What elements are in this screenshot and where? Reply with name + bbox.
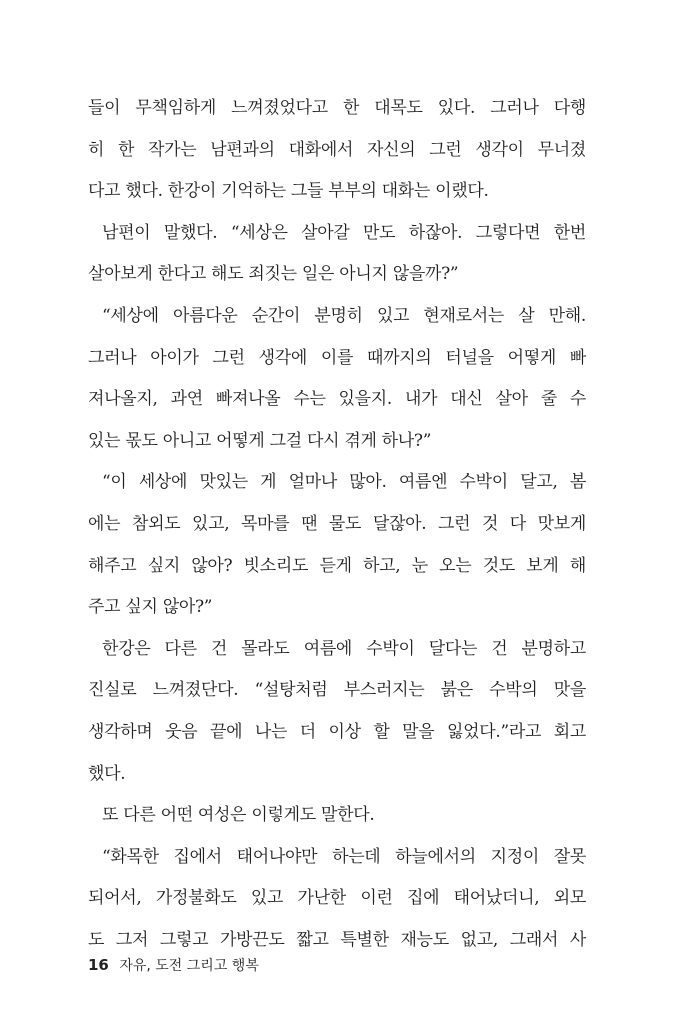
text-line: 히 한 작가는 남편과의 대화에서 자신의 그런 생각이 무너졌	[88, 139, 586, 160]
text-line: 살아보게 한다고 해도 죄짓는 일은 아니지 않을까?”	[88, 264, 459, 285]
text-line: 있는 몫도 아니고 어떻게 그걸 다시 겪게 하나?”	[88, 430, 432, 451]
text-line: 생각하며 웃음 끝에 나는 더 이상 할 말을 잃었다.”라고 회고	[88, 721, 586, 742]
running-title: 자유, 도전 그리고 행복	[119, 958, 259, 974]
text-line: 한강은 다른 건 몰라도 여름에 수박이 달다는 건 분명하고	[102, 638, 586, 659]
text-line: “화목한 집에서 태어나야만 하는데 하늘에서의 지정이 잘못	[102, 846, 586, 867]
text-line: 들이 무책임하게 느껴졌었다고 한 대목도 있다. 그러나 다행	[88, 98, 586, 118]
body-text	[88, 88, 586, 961]
page-number: 16	[88, 956, 109, 974]
text-line: 또 다른 어떤 여성은 이렇게도 말한다.	[102, 805, 375, 826]
text-line: 져나올지, 과연 빠져나올 수는 있을지. 내가 대신 살아 줄 수	[88, 389, 586, 410]
page-footer	[88, 955, 259, 975]
text-line: “세상에 아름다운 순간이 분명히 있고 현재로서는 살 만해.	[102, 305, 586, 326]
text-line: 진실로 느껴졌단다. “설탕처럼 부스러지는 붉은 수박의 맛을	[88, 680, 586, 701]
text-line: 남편이 말했다. “세상은 살아갈 만도 하잖아. 그렇다면 한번	[102, 222, 586, 243]
text-line: 주고 싶지 않아?”	[88, 597, 213, 618]
text-line: 에는 참외도 있고, 목마를 땐 물도 달잖아. 그런 것 다 맛보게	[88, 513, 586, 534]
text-line: 해주고 싶지 않아? 빗소리도 듣게 하고, 눈 오는 것도 보게 해	[88, 555, 586, 576]
text-line: 되어서, 가정불화도 있고 가난한 이런 집에 태어났더니, 외모	[88, 888, 586, 909]
text-line: 그러나 아이가 그런 생각에 이를 때까지의 터널을 어떻게 빠	[88, 347, 586, 368]
text-line: 도 그저 그렇고 가방끈도 짧고 특별한 재능도 없고, 그래서 사	[88, 929, 586, 950]
text-line: 다고 했다. 한강이 기억하는 그들 부부의 대화는 이랬다.	[88, 181, 489, 202]
text-line: 했다.	[88, 763, 126, 784]
text-line: “이 세상에 맛있는 게 얼마나 많아. 여름엔 수박이 달고, 봄	[102, 472, 586, 493]
